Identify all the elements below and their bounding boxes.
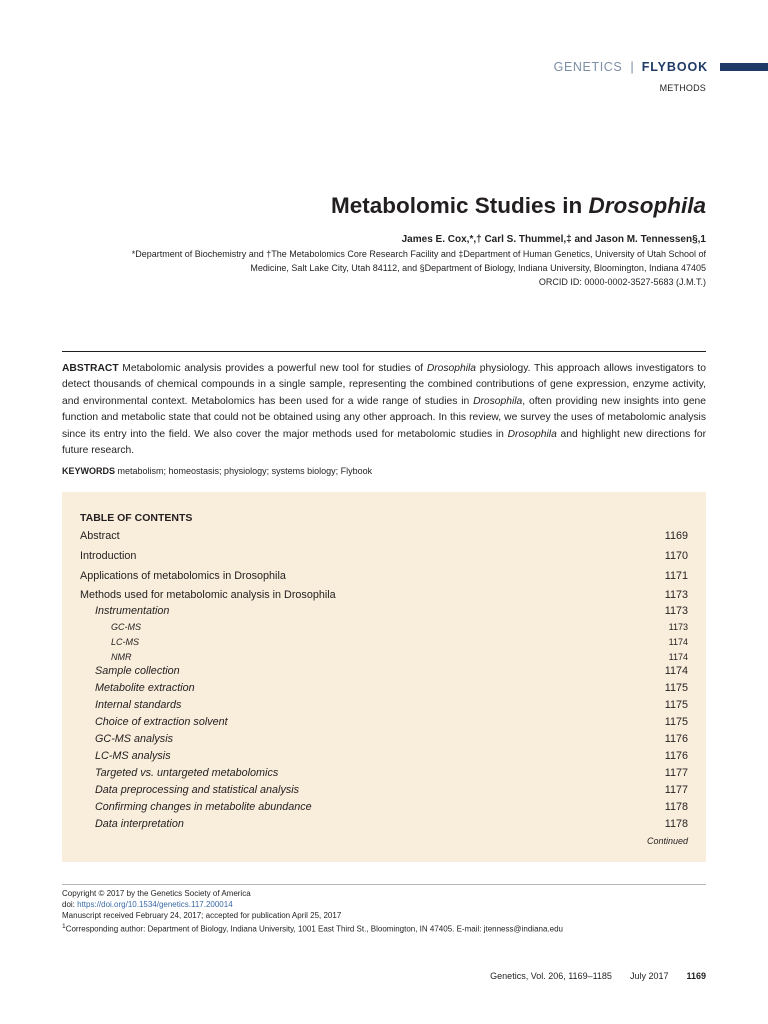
abstract-label: ABSTRACT [62, 363, 119, 374]
toc-entry[interactable] [62, 733, 688, 745]
toc-entry-page: 1176 [664, 733, 688, 745]
affiliation-line: Medicine, Salt Lake City, Utah 84112, and §Department of Biology, Indiana University, Bloomington, Indiana 47405 [250, 263, 706, 273]
copyright-line: Copyright © 2017 by the Genetics Society of America [62, 889, 251, 898]
article-title [331, 193, 706, 219]
doi-line [62, 899, 706, 910]
toc-entry-title: Data interpretation [95, 818, 184, 830]
manuscript-dates: Manuscript received February 24, 2017; accepted for publication April 25, 2017 [62, 911, 342, 920]
journal-citation: Genetics, Vol. 206, 1169–1185 [490, 971, 612, 981]
keywords [62, 466, 706, 476]
abstract-italic: Drosophila [473, 395, 523, 407]
issue-date: July 2017 [629, 971, 669, 981]
keywords-label: KEYWORDS [62, 466, 116, 476]
toc-entry-page: 1173 [664, 605, 688, 617]
abstract-text: physiology. This approach allows investigators to detect thousands of chemical compounds in a single sample, representing the combined contributions of gene expression, enzyme activity, and environmental context. Metabolomics has been used for a wide range of studies in [62, 363, 706, 407]
toc-entry-page: 1176 [664, 750, 688, 762]
toc-entry-title: Data preprocessing and statistical analysis [95, 784, 300, 796]
toc-entry[interactable] [62, 699, 688, 711]
toc-entry-page: 1175 [664, 716, 688, 728]
toc-entry[interactable] [62, 652, 688, 662]
toc-entry-title: Methods used for metabolomic analysis in Drosophila [80, 589, 336, 601]
abstract-text: , often providing new insights into gene function and metabolic state that could not be obtained using any other approach. In this review, we survey the uses of metabolomic analysis since its entry into the field. We also cover the major methods used for metabolomic studies in [62, 395, 706, 440]
affiliation-line: *Department of Biochemistry and †The Metabolomics Core Research Facility and ‡Department of Human Genetics, University of Utah School of [131, 249, 706, 259]
toc-entry-title: Sample collection [95, 665, 180, 677]
toc-entry[interactable] [62, 801, 688, 813]
abstract-italic: Drosophila [507, 428, 557, 440]
orcid-id: ORCID ID: 0000-0002-3527-5683 (J.M.T.) [538, 277, 706, 287]
toc-entry-page: 1173 [664, 589, 688, 601]
toc-entry-page: 1170 [664, 550, 688, 562]
toc-entry-title: Choice of extraction solvent [95, 716, 228, 728]
page-number: 1169 [686, 971, 706, 981]
toc-entry-title: Introduction [80, 550, 137, 562]
toc-entry-title: Instrumentation [95, 605, 170, 617]
toc-entry[interactable] [62, 605, 688, 617]
journal-name: GENETICS [553, 59, 623, 74]
toc-entry-page: 1177 [664, 767, 688, 779]
toc-entry-title: Applications of metabolomics in Drosophila [80, 570, 286, 582]
toc-entry[interactable] [62, 750, 688, 762]
toc-entry-title: NMR [111, 652, 132, 662]
toc-entry-page: 1178 [664, 818, 688, 830]
toc-entry-page: 1173 [668, 622, 688, 632]
toc-entry[interactable] [62, 784, 688, 796]
abstract-text: and highlight new directions for future research. [62, 428, 707, 457]
toc-entry-title: Metabolite extraction [95, 682, 195, 694]
toc-heading: TABLE OF CONTENTS [80, 512, 193, 524]
toc-entry-title: Confirming changes in metabolite abundance [95, 801, 312, 813]
toc-entry-title: Targeted vs. untargeted metabolomics [95, 767, 279, 779]
corresponding-author [62, 921, 706, 935]
toc-entry-title: Abstract [80, 530, 120, 542]
toc-entry-page: 1177 [664, 784, 688, 796]
toc-entry[interactable] [62, 530, 688, 542]
author-list: James E. Cox,*,† Carl S. Thummel,‡ and Jason M. Tennessen§,1 [401, 234, 706, 245]
footnote-marker: 1 [62, 923, 66, 930]
toc-entry[interactable] [62, 665, 688, 677]
toc-entry-page: 1175 [664, 699, 688, 711]
divider-rule [62, 351, 706, 352]
journal-separator: | [630, 59, 634, 74]
section-label: METHODS [659, 83, 706, 93]
page-footer [490, 971, 706, 981]
abstract-italic: Drosophila [426, 363, 477, 374]
footnotes [62, 888, 706, 935]
toc-entry[interactable] [62, 570, 688, 582]
toc-entry[interactable] [62, 767, 688, 779]
toc-entry[interactable] [62, 818, 688, 830]
affiliations [66, 247, 706, 275]
toc-entry-page: 1169 [664, 530, 688, 542]
toc-entry-page: 1175 [664, 682, 688, 694]
toc-entry-page: 1174 [668, 637, 688, 647]
toc-entry[interactable] [62, 622, 688, 632]
doi-label: doi: [62, 900, 78, 909]
journal-series: FLYBOOK [641, 59, 708, 74]
keywords-text: metabolism; homeostasis; physiology; systems biology; Flybook [115, 466, 373, 476]
journal-header [554, 59, 768, 74]
corresponding-author-text: Corresponding author: Department of Biology, Indiana University, 1001 East Third St., Bloomington, IN 47405. E-mail: jtenness@indiana.edu [65, 924, 563, 934]
toc-entry-page: 1178 [664, 801, 688, 813]
journal-accent-bar [720, 63, 768, 71]
table-of-contents [62, 492, 706, 862]
toc-entry[interactable] [62, 716, 688, 728]
title-italic: Drosophila [588, 193, 706, 218]
toc-entry-page: 1174 [664, 665, 688, 677]
footnote-rule [62, 884, 706, 885]
toc-entry-title: LC-MS analysis [95, 750, 171, 762]
toc-continued-note: Continued [646, 836, 688, 846]
title-main: Metabolomic Studies in [330, 193, 589, 218]
toc-entry-page: 1171 [664, 570, 688, 582]
toc-entry-title: GC-MS [111, 622, 141, 632]
toc-entry[interactable] [62, 550, 688, 562]
doi-link[interactable]: https://doi.org/10.1534/genetics.117.200014 [77, 900, 233, 909]
toc-entry-page: 1174 [668, 652, 688, 662]
toc-entry[interactable] [62, 589, 688, 601]
abstract-text: Metabolomic analysis provides a powerful new tool for studies of [118, 363, 427, 374]
toc-entry[interactable] [62, 637, 688, 647]
abstract [62, 361, 706, 459]
toc-entry-title: GC-MS analysis [95, 733, 173, 745]
toc-entry-title: Internal standards [95, 699, 182, 711]
toc-entry[interactable] [62, 682, 688, 694]
toc-entry-title: LC-MS [111, 637, 140, 647]
